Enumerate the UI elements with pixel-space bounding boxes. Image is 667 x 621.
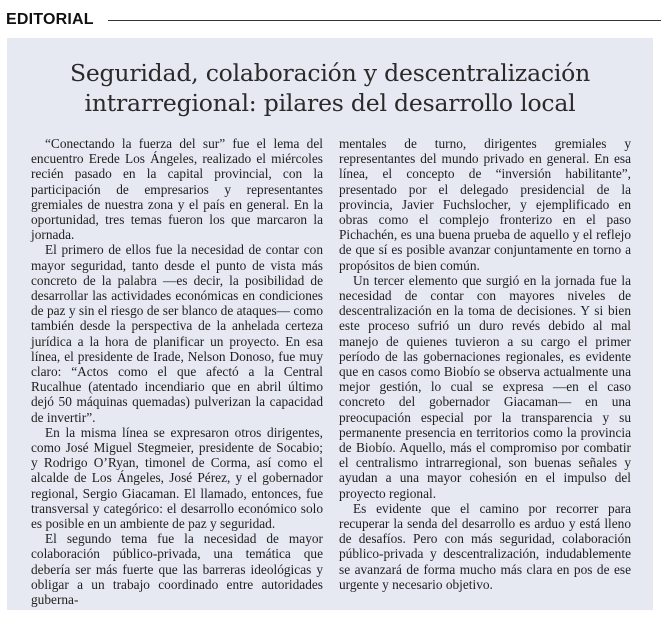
section-header	[6, 8, 661, 32]
paragraph: El primero de ellos fue la necesidad de contar con mayor seguridad, tanto desde el punto de vista más concreto de la palabra —es decir, la posibilidad de desarrollar las actividades económicas en condiciones de paz y sin el riesgo de ser blanco de ataques— como también desde la perspectiva de la anhelada certeza jurídica a la hora de planificar un proyecto. En esa línea, el presidente de Irade, Nelson Donoso, fue muy claro: “Actos como el que afectó a la Central Rucalhue (atentado incendiario que en abril último dejó 50 máquinas quemadas) pulverizan la capacidad de invertir”.	[31, 242, 323, 425]
headline	[19, 58, 641, 118]
headline-line-2: intrarregional: pilares del desarrollo local	[84, 89, 576, 117]
headline-line-1: Seguridad, colaboración y descentralización	[69, 59, 591, 87]
paragraph: El segundo tema fue la necesidad de mayor colaboración público-privada, una temática que debería ser más fuerte que las barreras ideológicas y obligar a un trabajo coordinado entre autoridades guberna-	[31, 531, 323, 608]
header-rule	[108, 20, 661, 21]
paragraph: En la misma línea se expresaron otros dirigentes, como José Miguel Stegmeier, presidente de Socabio; y Rodrigo O’Ryan, timonel de Corma, así como el alcalde de Los Ángeles, José Pérez, y el gobernador regional, Sergio Giacaman. El llamado, entonces, fue transversal y categórico: el desarrollo económico solo es posible en un ambiente de paz y seguridad.	[31, 424, 323, 532]
paragraph: Un tercer elemento que surgió en la jornada fue la necesidad de contar con mayores niveles de descentralización en la toma de decisiones. Y si bien este proceso sufrió un duro revés debido al mal manejo de quienes tuvieron a su cargo el primer período de las gobernaciones regionales, es evidente que en casos como Biobío se observa actualmente una mejor gestión, lo cual se expresa —en el caso concreto del gobernador Giacaman— en una preocupación especial por la transparencia y su permanente presencia en territorios como la provincia de Biobío. Aquello, más el compromiso por combatir el centralismo intrarregional, son buenas señales y ayudan a una mayor cohesión en el impulso del proyecto regional.	[339, 272, 631, 501]
editorial-panel	[7, 38, 653, 610]
paragraph: Es evidente que el camino por recorrer para recuperar la senda del desarrollo es arduo y está lleno de desafíos. Pero con más seguridad, colaboración público-privada y descentralización, indudablemente se avanzará de forma mucho más clara en pos de ese urgente y necesario objetivo.	[339, 500, 631, 592]
section-label: EDITORIAL	[6, 11, 94, 28]
paragraph: “Conectando la fuerza del sur” fue el lema del encuentro Erede Los Ángeles, realizado el miércoles recién pasado en la capital provincial, con la participación de empresarios y representantes gremiales de nuestra zona y el país en general. En la oportunidad, tres temas fueron los que marcaron la jornada.	[31, 136, 323, 243]
column-right	[339, 136, 631, 607]
column-left	[31, 136, 323, 607]
paragraph-continued: mentales de turno, dirigentes gremiales y representantes del mundo privado en general. En esa línea, el concepto de “inversión habilitante”, presentado por el delegado presidencial de la provincia, Javier Fuchslocher, y ejemplificado en obras como el complejo fronterizo en el paso Pichachén, es una buena prueba de aquello y el reflejo de que sí es posible avanzar conjuntamente en torno a propósitos de bien común.	[339, 136, 631, 273]
body-columns	[31, 136, 631, 607]
